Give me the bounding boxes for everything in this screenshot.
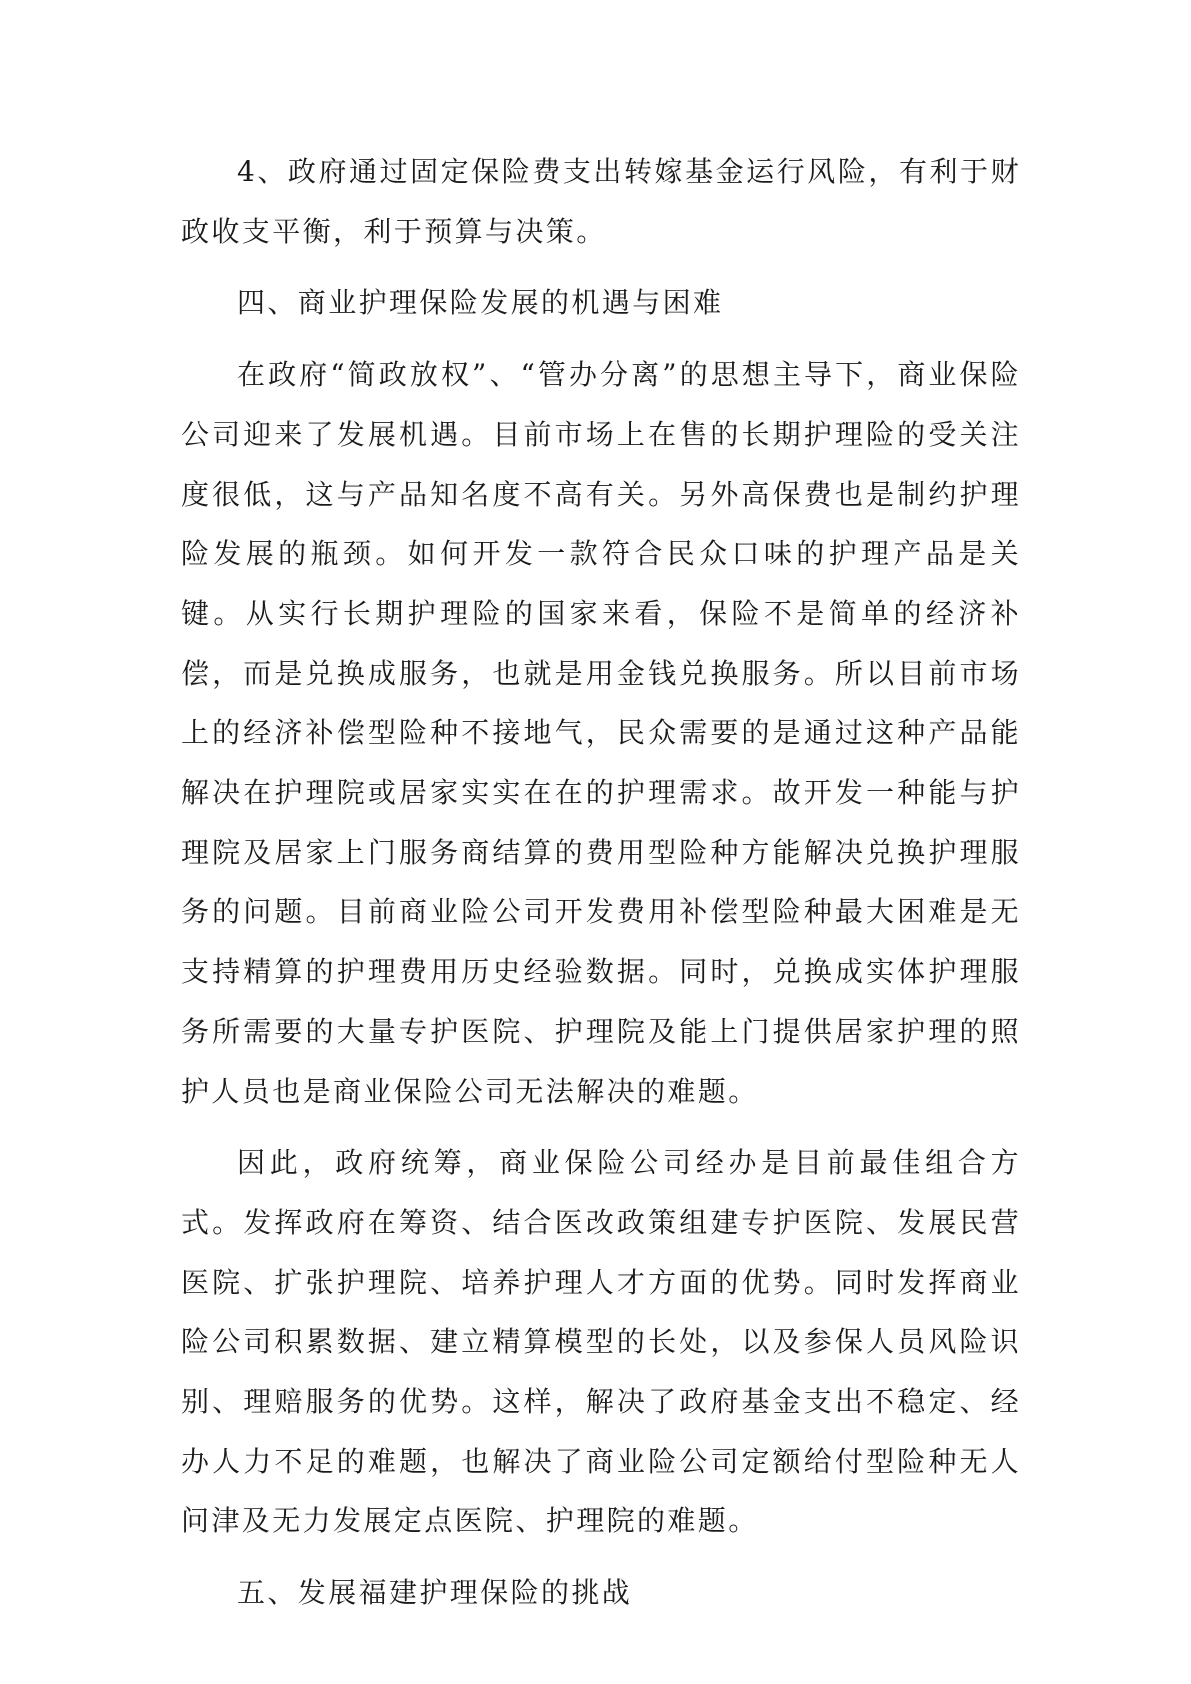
paragraph-government-coordination: 因此，政府统筹，商业保险公司经办是目前最佳组合方式。发挥政府在筹资、结合医改政策组建专护医院、发展民营医院、扩张护理院、培养护理人才方面的优势。同时发挥商业险公司积累数据、建立精算模型的长处，以及参保人员风险识别、理赔服务的优势。这样，解决了政府基金支出不稳定、经办人力不足的难题，也解决了商业险公司定额给付型险种无人问津及无力发展定点医院、护理院的难题。: [181, 1146, 1021, 1538]
paragraph-item-4-fiscal-balance: 4、政府通过固定保险费支出转嫁基金运行风险，有利于财政收支平衡，利于预算与决策。: [181, 155, 1021, 248]
section-heading-challenges: 五、发展福建护理保险的挑战: [237, 1576, 633, 1610]
paragraph-commercial-insurance-opportunity: 在政府“简政放权”、“管办分离”的思想主导下，商业保险公司迎来了发展机遇。目前市场上在售的长期护理险的受关注度很低，这与产品知名度不高有关。另外高保费也是制约护理险发展的瓶颈。如何开发一款符合民众口味的护理产品是关键。从实行长期护理险的国家来看，保险不是简单的经济补偿，而是兑换成服务，也就是用金钱兑换服务。所以目前市场上的经济补偿型险种不接地气，民众需要的是通过这种产品能解决在护理院或居家实实在在的护理需求。故开发一种能与护理院及居家上门服务商结算的费用型险种方能解决兑换护理服务的问题。目前商业险公司开发费用补偿型险种最大困难是无支持精算的护理费用历史经验数据。同时，兑换成实体护理服务所需要的大量专护医院、护理院及能上门提供居家护理的照护人员也是商业保险公司无法解决的难题。: [181, 358, 1021, 1108]
document-body: [181, 142, 1021, 1623]
section-heading-opportunities: 四、商业护理保险发展的机遇与困难: [237, 286, 724, 320]
